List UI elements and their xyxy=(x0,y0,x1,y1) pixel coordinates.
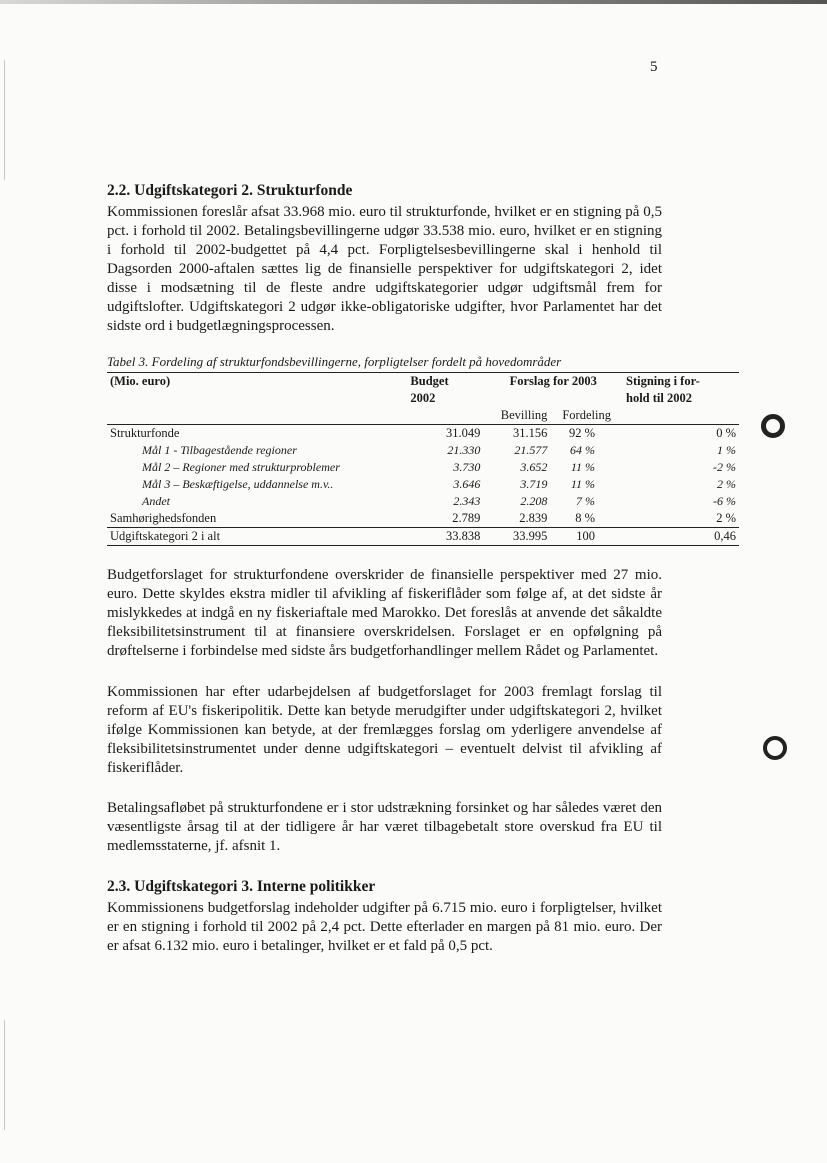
row-budget: 2.343 xyxy=(453,494,481,508)
scan-left-edge-lower xyxy=(4,1020,5,1130)
row-stigning: 2 % xyxy=(716,511,736,525)
structural-funds-table xyxy=(107,372,739,546)
row-fordeling: 64 % xyxy=(570,443,595,457)
row-bevilling: 21.577 xyxy=(514,443,548,457)
row-fordeling: 7 % xyxy=(576,494,595,508)
paragraph-budget-overrun: Budgetforslaget for strukturfondene overskrider de finansielle perspektiver med 27 mio. euro. Dette skyldes ekstra midler til afvikling af fiskeriflåder som følge af, at det sidste år mislykkedes at indgå en ny fiskeriaftale med Marokko. Det foreslås at anvende det såkaldte fleksibilitetsinstrument til at finansiere overskridelsen. Forslaget er en opfølgning på drøftelserne i forbindelse med sidste års budgetforhandlinger mellem Rådet og Parlamentet. xyxy=(107,567,662,659)
row-budget: 3.646 xyxy=(453,477,481,491)
punch-hole-icon xyxy=(763,736,787,760)
row-label: Mål 2 – Regioner med strukturproblemer xyxy=(142,460,340,474)
row-bevilling: 3.719 xyxy=(520,477,548,491)
row-budget: 21.330 xyxy=(447,443,481,457)
table-row xyxy=(107,425,739,443)
table-row xyxy=(107,493,739,510)
paragraph-payment-delay: Betalingsafløbet på strukturfondene er i stor udstrækning forsinket og har således været den væsentligste årsag til at der tidligere år har været tilbagebetalt store overskud fra EU til medlemsstaterne, jf. afsnit 1. xyxy=(107,800,662,854)
punch-hole-icon xyxy=(761,414,785,438)
subheader-fordeling: Fordeling xyxy=(550,407,623,425)
scan-top-edge xyxy=(0,0,827,4)
table-row xyxy=(107,510,739,528)
document-body xyxy=(107,181,736,956)
row-bevilling: 3.652 xyxy=(520,460,548,474)
row-label: Samhørighedsfonden xyxy=(110,511,217,525)
header-increase: Stigning i for- hold til 2002 xyxy=(623,373,739,408)
row-fordeling: 100 xyxy=(550,528,623,546)
row-budget: 2.789 xyxy=(452,511,481,525)
row-stigning: 2 % xyxy=(717,477,736,491)
row-fordeling: 11 % xyxy=(570,477,595,491)
row-label: Udgiftskategori 2 i alt xyxy=(107,528,407,546)
header-budget: Budget 2002 xyxy=(407,373,483,408)
page-number: 5 xyxy=(650,59,658,75)
row-fordeling: 11 % xyxy=(570,460,595,474)
header-proposal: Forslag for 2003 xyxy=(483,373,623,408)
row-bevilling: 2.208 xyxy=(520,494,548,508)
row-stigning: 0 % xyxy=(716,426,736,440)
row-fordeling: 8 % xyxy=(575,511,595,525)
row-stigning: -2 % xyxy=(713,460,736,474)
row-label: Strukturfonde xyxy=(110,426,180,440)
row-stigning: 0,46 xyxy=(623,528,739,546)
row-label: Andet xyxy=(142,494,170,508)
row-budget: 33.838 xyxy=(407,528,483,546)
table-header-row xyxy=(107,373,739,408)
header-unit: (Mio. euro) xyxy=(107,373,407,408)
table-row xyxy=(107,476,739,493)
paragraph-fisheries-reform: Kommissionen har efter udarbejdelsen af budgetforslaget for 2003 fremlagt forslag til reform af EU's fiskeripolitik. Dette kan betyde merudgifter under udgiftskategori 2, hvilket ifølge Kommissionen kan betyde, at der fremlægges forslag om yderligere anvendelse af fleksibilitetsinstrumentet under denne udgiftskategori – eventuelt delvist til afvikling af fiskeriflåder. xyxy=(107,684,662,776)
section-heading-2-2: 2.2. Udgiftskategori 2. Strukturfonde xyxy=(107,182,353,199)
table-total-row xyxy=(107,528,739,546)
row-bevilling: 2.839 xyxy=(519,511,548,525)
section-2-2-paragraph: Kommissionen foreslår afsat 33.968 mio. euro til strukturfonde, hvilket er en stigning på 0,5 pct. i forhold til 2002. Betalingsbevillingerne udgør 33.538 mio. euro, hvilket er en stigning i forhold til 2002-budgettet på 4,4 pct. Forpligtelsesbevillingerne skal i henhold til Dagsorden 2000-aftalen sættes lig de finansielle perspektiver for udgiftskategori 2, idet disse i modsætning til de fleste andre udgiftskategorier udgør udgiftsmål frem for udgiftslofter. Udgiftskategori 2 udgør ikke-obligatoriske udgifter, hvor Parlamentet har det sidste ord i budgetlægningsprocessen. xyxy=(107,204,662,334)
row-fordeling: 92 % xyxy=(568,426,595,440)
table-row xyxy=(107,459,739,476)
row-budget: 31.049 xyxy=(446,426,481,440)
row-label: Mål 3 – Beskæftigelse, uddannelse m.v.. xyxy=(142,477,334,491)
row-budget: 3.730 xyxy=(453,460,481,474)
table-subheader-row xyxy=(107,407,739,425)
subheader-bevilling: Bevilling xyxy=(483,407,550,425)
scan-left-edge xyxy=(4,60,5,180)
row-label: Mål 1 - Tilbagestående regioner xyxy=(142,443,297,457)
row-stigning: 1 % xyxy=(717,443,736,457)
table-row xyxy=(107,442,739,459)
table-caption: Tabel 3. Fordeling af strukturfondsbevillingerne, forpligtelser fordelt på hovedområder xyxy=(107,354,562,369)
row-bevilling: 33.995 xyxy=(483,528,550,546)
section-2-3-paragraph: Kommissionens budgetforslag indeholder udgifter på 6.715 mio. euro i forpligtelser, hvilket er en stigning i forhold til 2002 på 2,4 pct. Dette efterlader en margen på 81 mio. euro. Der er afsat 6.132 mio. euro i betalinger, hvilket er et fald på 0,5 pct. xyxy=(107,900,662,954)
row-bevilling: 31.156 xyxy=(512,426,548,440)
row-stigning: -6 % xyxy=(713,494,736,508)
section-heading-2-3: 2.3. Udgiftskategori 3. Interne politikker xyxy=(107,878,376,895)
